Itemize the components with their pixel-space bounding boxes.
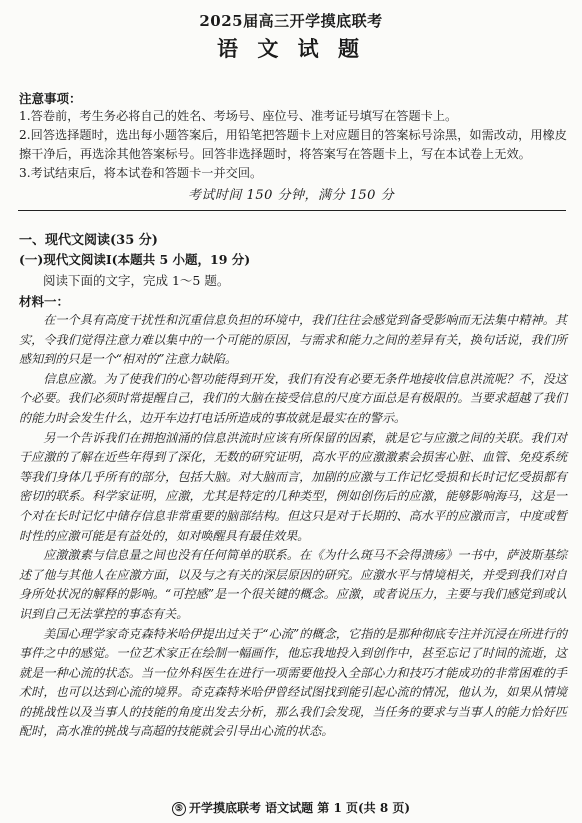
exam-title: 2025届高三开学摸底联考	[199, 12, 383, 30]
reading-instruction: 阅读下面的文字，完成 1～5 题。	[43, 273, 230, 288]
passage-paragraph-5: 美国心理学家奇克森特米哈伊提出过关于“心流”的概念，它指的是那种彻底专注并沉浸在所进行的事件之中的感觉。一位艺术家正在绘制一幅画作，他忘我地投入到创作中，甚至忘记了时间的流逝，这就是一种心流的状态。当一位外科医生在进行一项需要他投入全部心力和技巧才能成功的非常困难的手术时，也可以达到心流的境界。奇克森特米哈伊曾经试图找到能引起心流的情况，他认为，如果从情境的挑战性以及当事人的技能的角度出发去分析，那么我们会发现，当任务的要求与当事人的能力恰好匹配时，高水准的挑战与高超的技能就会引导出心流的状态。	[19, 626, 567, 739]
notice-item-1: 1.答卷前，考生务必将自己的姓名、考场号、座位号、准考证号填写在答题卡上。	[19, 109, 458, 123]
reading-passage	[19, 311, 567, 742]
notice-item-2: 2.回答选择题时，选出每小题答案后，用铅笔把答题卡上对应题目的答案标号涂黑，如需改动，用橡皮擦干净后，再选涂其他答案标号。回答非选择题时，将答案写在答题卡上，写在本试卷上无效。	[19, 128, 567, 161]
notice-heading: 注意事项：	[19, 91, 82, 106]
section-divider	[18, 210, 566, 211]
passage-paragraph-4: 应激激素与信息量之间也没有任何简单的联系。在《为什么斑马不会得溃疡》一书中，萨波斯基综述了他与其他人在应激方面，以及与之有关的深层原因的研究。应激水平与情境相关，并受到我们对自身所处状况的解释的影响。“可控感”是一个很关键的概念。应激，或者说压力，主要与我们感觉到或认识到自己无法掌控的事态有关。	[19, 548, 567, 621]
notice-item-3: 3.考试结束后，将本试卷和答题卡一并交回。	[19, 166, 263, 180]
footer-text: 开学摸底联考 语文试题 第 1 页(共 8 页)	[188, 801, 411, 815]
material-label: 材料一：	[19, 294, 70, 309]
section-subheading: (一)现代文阅读Ⅰ(本题共 5 小题，19 分)	[19, 252, 251, 267]
exam-time: 考试时间 150 分钟，满分 150 分	[187, 188, 395, 203]
section-heading: 一、现代文阅读(35 分)	[19, 233, 158, 248]
subject-title: 语 文 试 题	[217, 36, 365, 61]
passage-paragraph-1: 在一个具有高度干扰性和沉重信息负担的环境中，我们往往会感觉到备受影响而无法集中精神。其实，令我们觉得注意力难以集中的一个可能的原因，与需求和能力之间的差异有关，换句话说，我们所感知到的只是一个“相对的”注意力缺陷。	[19, 313, 567, 367]
page-footer	[0, 799, 582, 816]
circled-five-mark: ⑤	[172, 802, 186, 816]
passage-paragraph-2: 信息应激。为了使我们的心智功能得到开发，我们有没有必要无条件地接收信息洪流呢？不，没这个必要。我们必须时常提醒自己，我们的大脑在接受信息的尺度方面总是有极限的。当要求超越了我们的能力时会发生什么，边开车边打电话所造成的事故就是最实在的警示。	[19, 371, 567, 425]
passage-paragraph-3: 另一个告诉我们在拥抱汹涌的信息洪流时应该有所保留的因素，就是它与应激之间的关联。我们对于应激的了解在近些年得到了深化，无数的研究证明，高水平的应激激素会损害心脏、血管、免疫系统等我们身体几乎所有的部分，包括大脑。对大脑而言，加剧的应激与工作记忆受损和长时记忆受损都有密切的联系。科学家证明，应激，尤其是特定的几种类型，例如创伤后的应激，能够影响海马，这是一个对在长时记忆中储存信息非常重要的脑部结构。但这只是对于长期的、高水平的应激而言，中度或暂时性的应激可能是有益处的，如对唤醒具有最佳效果。	[19, 430, 567, 543]
